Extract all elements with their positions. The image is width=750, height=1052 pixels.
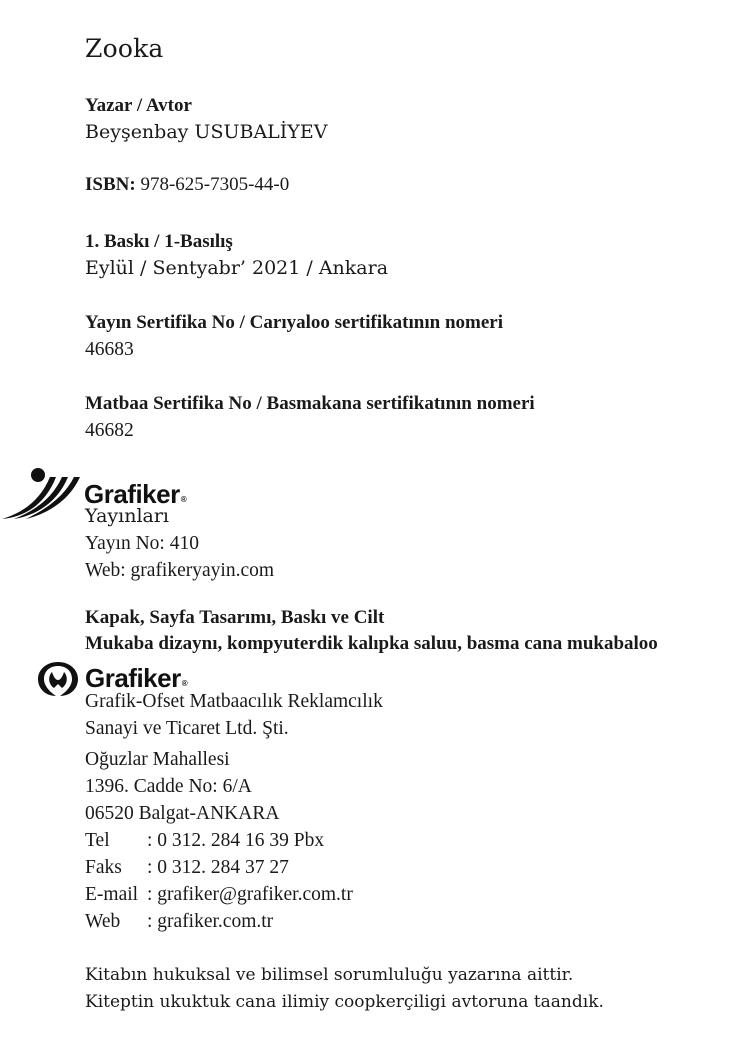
- production-line2: Mukaba dizaynı, kompyuterdik kalıpka saluu, basma cana mukabaloo: [85, 633, 658, 654]
- publisher-web: Web: grafikeryayin.com: [85, 560, 275, 581]
- printer-cert-number: 46682: [85, 420, 134, 441]
- publisher-sub: Yayınları: [85, 505, 170, 527]
- edition-block: [85, 229, 388, 282]
- production-line1: Kapak, Sayfa Tasarımı, Baskı ve Cilt: [85, 607, 385, 628]
- isbn-block: [85, 174, 289, 196]
- grafiker-swoosh-icon: [0, 463, 82, 521]
- address-line1: Oğuzlar Mahallesi: [85, 749, 230, 770]
- edition-date: Eylül / Sentyabr’ 2021 / Ankara: [85, 257, 389, 279]
- footer-line1: Kitabın hukuksal ve bilimsel sorumluluğu yazarına aittir.: [85, 965, 574, 985]
- edition-label: 1. Baskı / 1-Basılış: [85, 231, 233, 252]
- publisher-cert-block: [85, 310, 503, 363]
- contact-key: Tel: [85, 830, 110, 851]
- grafiker-publisher-logo: [0, 463, 186, 521]
- address-line2: 1396. Cadde No: 6/A: [85, 776, 252, 797]
- printer-company-line2: Sanayi ve Ticaret Ltd. Şti.: [85, 718, 289, 739]
- grafiker-emblem-icon: [36, 658, 80, 698]
- footer-line2: Kiteptin ukuktuk cana ilimiy coopkerçiligi avtoruna taandık.: [85, 992, 604, 1012]
- contact-value: : 0 312. 284 16 39 Pbx: [147, 830, 325, 851]
- contact-value: : 0 312. 284 37 27: [147, 857, 289, 878]
- grafiker-printer-logo: [36, 658, 187, 698]
- printer-cert-label: Matbaa Sertifika No / Basmakana sertifikatının nomeri: [85, 393, 535, 414]
- contact-value: : grafiker.com.tr: [147, 911, 274, 932]
- contact-row-web: [85, 908, 353, 935]
- contact-row-tel: [85, 827, 353, 854]
- author-block: [85, 93, 327, 146]
- printer-company-line1: Grafik-Ofset Matbaacılık Reklamcılık: [85, 691, 383, 712]
- contact-row-email: [85, 881, 353, 908]
- contact-key: Web: [85, 911, 121, 932]
- isbn-value: 978-625-7305-44-0: [140, 174, 290, 195]
- publisher-number: Yayın No: 410: [85, 533, 199, 554]
- author-name: Beyşenbay USUBALİYEV: [85, 121, 328, 143]
- author-label: Yazar / Avtor: [85, 95, 192, 116]
- production-block: [85, 605, 658, 657]
- printer-address-block: [85, 746, 353, 935]
- printer-cert-block: [85, 391, 535, 444]
- contact-value: : grafiker@grafiker.com.tr: [147, 884, 353, 905]
- publisher-cert-label: Yayın Sertifika No / Carıyaloo sertifikatının nomeri: [85, 312, 503, 333]
- publisher-logo-text: Grafiker®: [84, 478, 187, 509]
- publisher-cert-number: 46683: [85, 339, 134, 360]
- book-title: Zooka: [85, 34, 164, 63]
- contact-row-fax: [85, 854, 353, 881]
- printer-logo-text: Grafiker®: [85, 662, 188, 693]
- contact-key: Faks: [85, 857, 122, 878]
- address-line3: 06520 Balgat-ANKARA: [85, 803, 280, 824]
- footer-disclaimer: [85, 962, 604, 1016]
- isbn-label: ISBN:: [85, 174, 136, 195]
- contact-key: E-mail: [85, 884, 139, 905]
